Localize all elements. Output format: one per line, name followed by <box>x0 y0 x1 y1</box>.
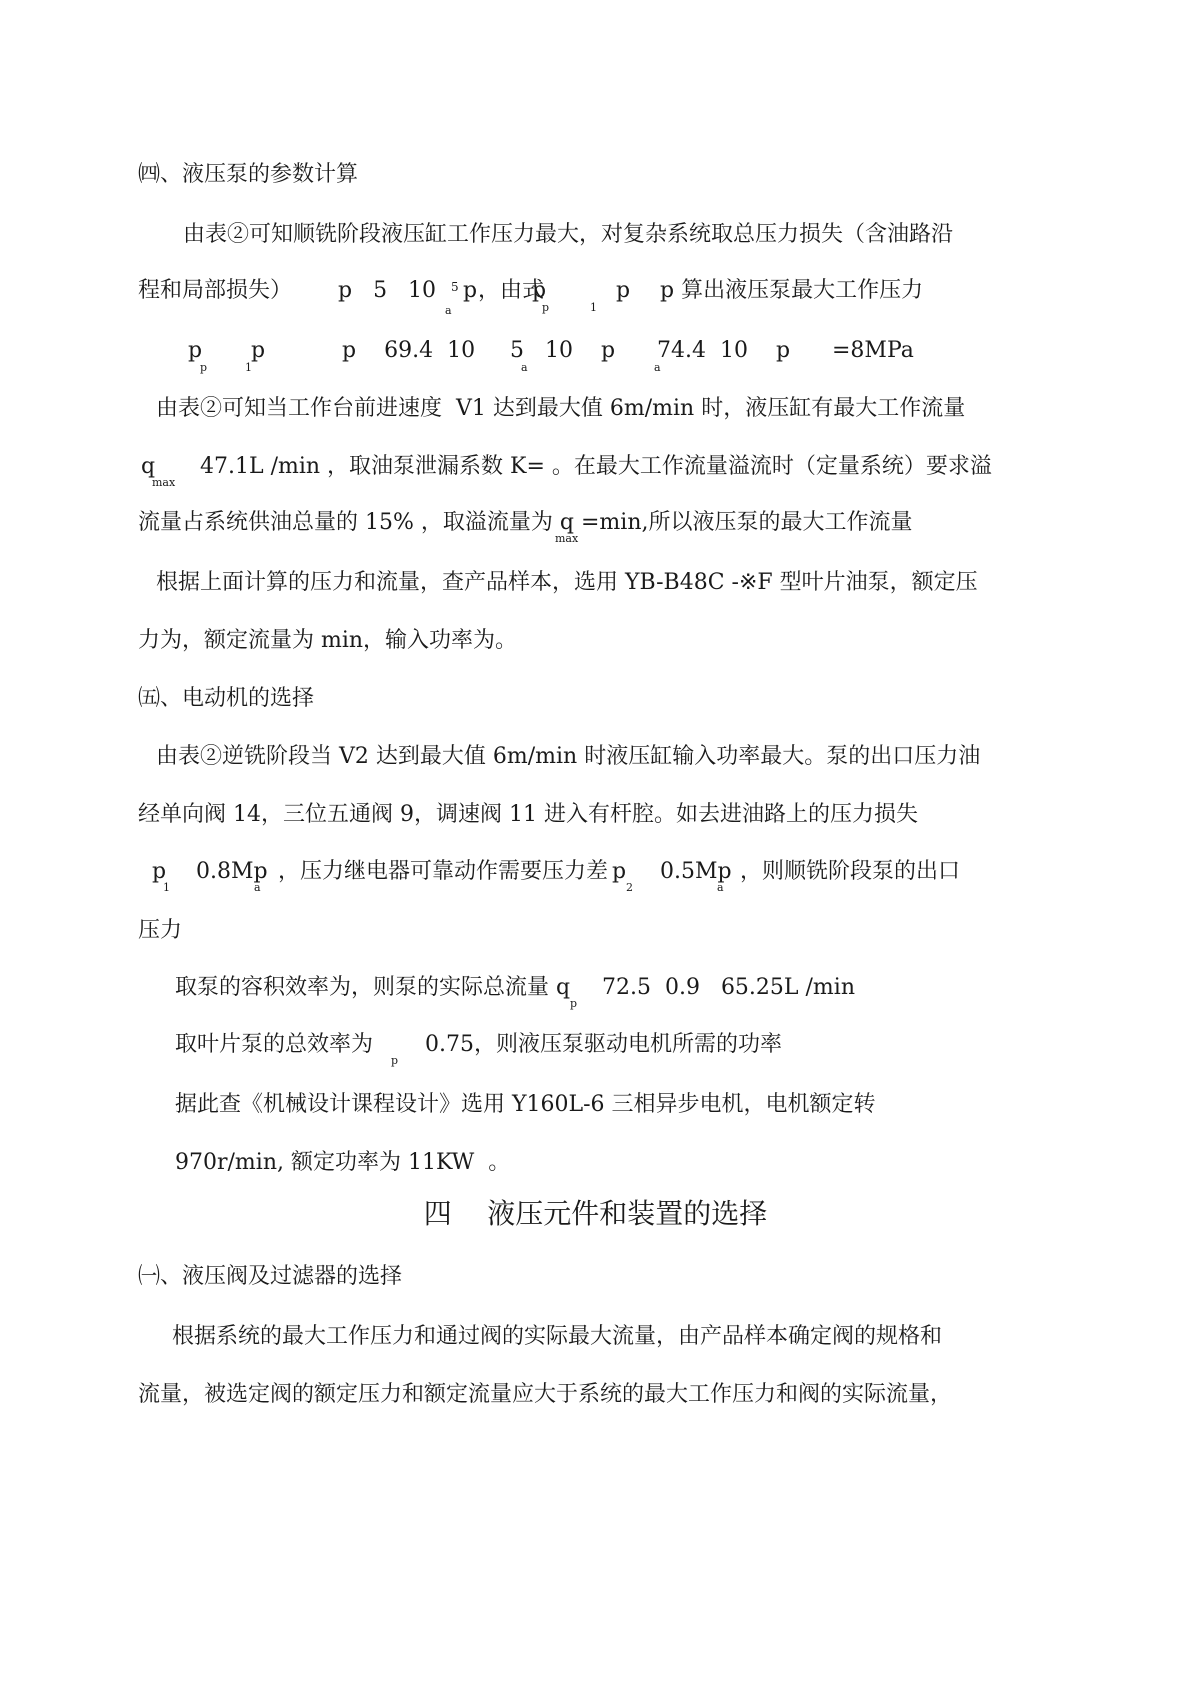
paragraph-line: 根据上面计算的压力和流量，查产品样本，选用 YB-B48C -※F 型叶片油泵，额定压 <box>156 570 978 595</box>
formula-subscript: p <box>570 997 578 1010</box>
paragraph-line: 由表②逆铣阶段当 V2 达到最大值 6m/min 时液压缸输入功率最大。泵的出口压力油 <box>156 744 981 769</box>
formula-value: 0.8Mp <box>196 859 268 884</box>
paragraph-line: =min,所以液压泵的最大工作流量 <box>581 510 913 535</box>
formula-subscript: 1 <box>163 881 170 894</box>
section-heading-pump-calculation: ㈣、液压泵的参数计算 <box>138 162 359 187</box>
paragraph-line: 0.75，则液压泵驱动电机所需的功率 <box>425 1032 782 1057</box>
formula-subscript: a <box>521 361 528 374</box>
formula-subscript: p <box>200 361 208 374</box>
formula-subscript: 1 <box>590 301 597 314</box>
paragraph-line: 取泵的容积效率为，则泵的实际总流量 q <box>175 975 571 1000</box>
paragraph-line: 经单向阀 14，三位五通阀 9，调速阀 11 进入有杆腔。如去进油路上的压力损失 <box>138 802 918 827</box>
paragraph-line: 由表②可知当工作台前进速度 V1 达到最大值 6m/min 时，液压缸有最大工作流量 <box>156 396 966 421</box>
formula-subscript: p <box>391 1054 399 1067</box>
formula-value: 0.5Mp <box>660 859 732 884</box>
section-heading-motor-selection: ㈤、电动机的选择 <box>138 686 315 711</box>
paragraph-line: 程和局部损失） <box>138 278 293 303</box>
paragraph-line: ，由式 <box>478 278 545 303</box>
paragraph-line: 970r/min, 额定功率为 11KW 。 <box>175 1150 511 1175</box>
paragraph-line: ，压力继电器可靠动作需要压力差 <box>278 859 609 884</box>
paragraph-line: 取叶片泵的总效率为 <box>175 1032 374 1057</box>
formula-subscript: a <box>254 881 261 894</box>
formula-symbol: q <box>141 454 156 479</box>
formula-symbol: p <box>152 859 167 884</box>
paragraph-line: 由表②可知顺铣阶段液压缸工作压力最大，对复杂系统取总压力损失（含油路沿 <box>183 222 954 247</box>
formula-subscript: p <box>542 301 550 314</box>
paragraph-line: 据此查《机械设计课程设计》选用 Y160L-6 三相异步电机，电机额定转 <box>175 1092 876 1117</box>
paragraph-line: 47.1L /min ，取油泵泄漏系数 K= 。在最大工作流量溢流时（定量系统）要求溢 <box>200 454 992 479</box>
paragraph-line: 力为，额定流量为 min，输入功率为。 <box>138 628 518 653</box>
formula-equation: p p <box>532 278 631 303</box>
paragraph-line: 压力 <box>138 918 183 943</box>
formula-symbol: p <box>463 278 478 303</box>
formula-subscript: max <box>152 476 176 489</box>
formula-subscript: a <box>654 361 661 374</box>
formula-pressure-loss: p 5 10 <box>338 278 437 303</box>
paragraph-line: ，则顺铣阶段泵的出口 <box>740 859 961 884</box>
chapter-title: 四 液压元件和装置的选择 <box>423 1197 768 1230</box>
formula-subscript: a <box>717 881 724 894</box>
formula-symbol: p <box>612 859 627 884</box>
formula-actual-flow: 72.5 0.9 65.25L /min <box>602 975 855 1000</box>
section-heading-valve-filter: ㈠、液压阀及过滤器的选择 <box>138 1264 403 1289</box>
formula-exponent: 5 <box>451 280 459 294</box>
formula-subscript: max <box>555 532 579 545</box>
paragraph-line: 流量，被选定阀的额定压力和额定流量应大于系统的最大工作压力和阀的实际流量， <box>138 1382 953 1407</box>
formula-max-pressure: p p p 69.4 10 5 10 p 74.4 10 p =8MPa <box>188 338 914 363</box>
formula-subscript: 2 <box>626 881 633 894</box>
formula-subscript: 1 <box>245 361 252 374</box>
paragraph-line: 流量占系统供油总量的 15% ，取溢流量为 q <box>138 510 574 535</box>
paragraph-line: p 算出液压泵最大工作压力 <box>660 278 924 303</box>
formula-subscript: a <box>445 304 452 317</box>
paragraph-line: 根据系统的最大工作压力和通过阀的实际最大流量，由产品样本确定阀的规格和 <box>172 1324 943 1349</box>
